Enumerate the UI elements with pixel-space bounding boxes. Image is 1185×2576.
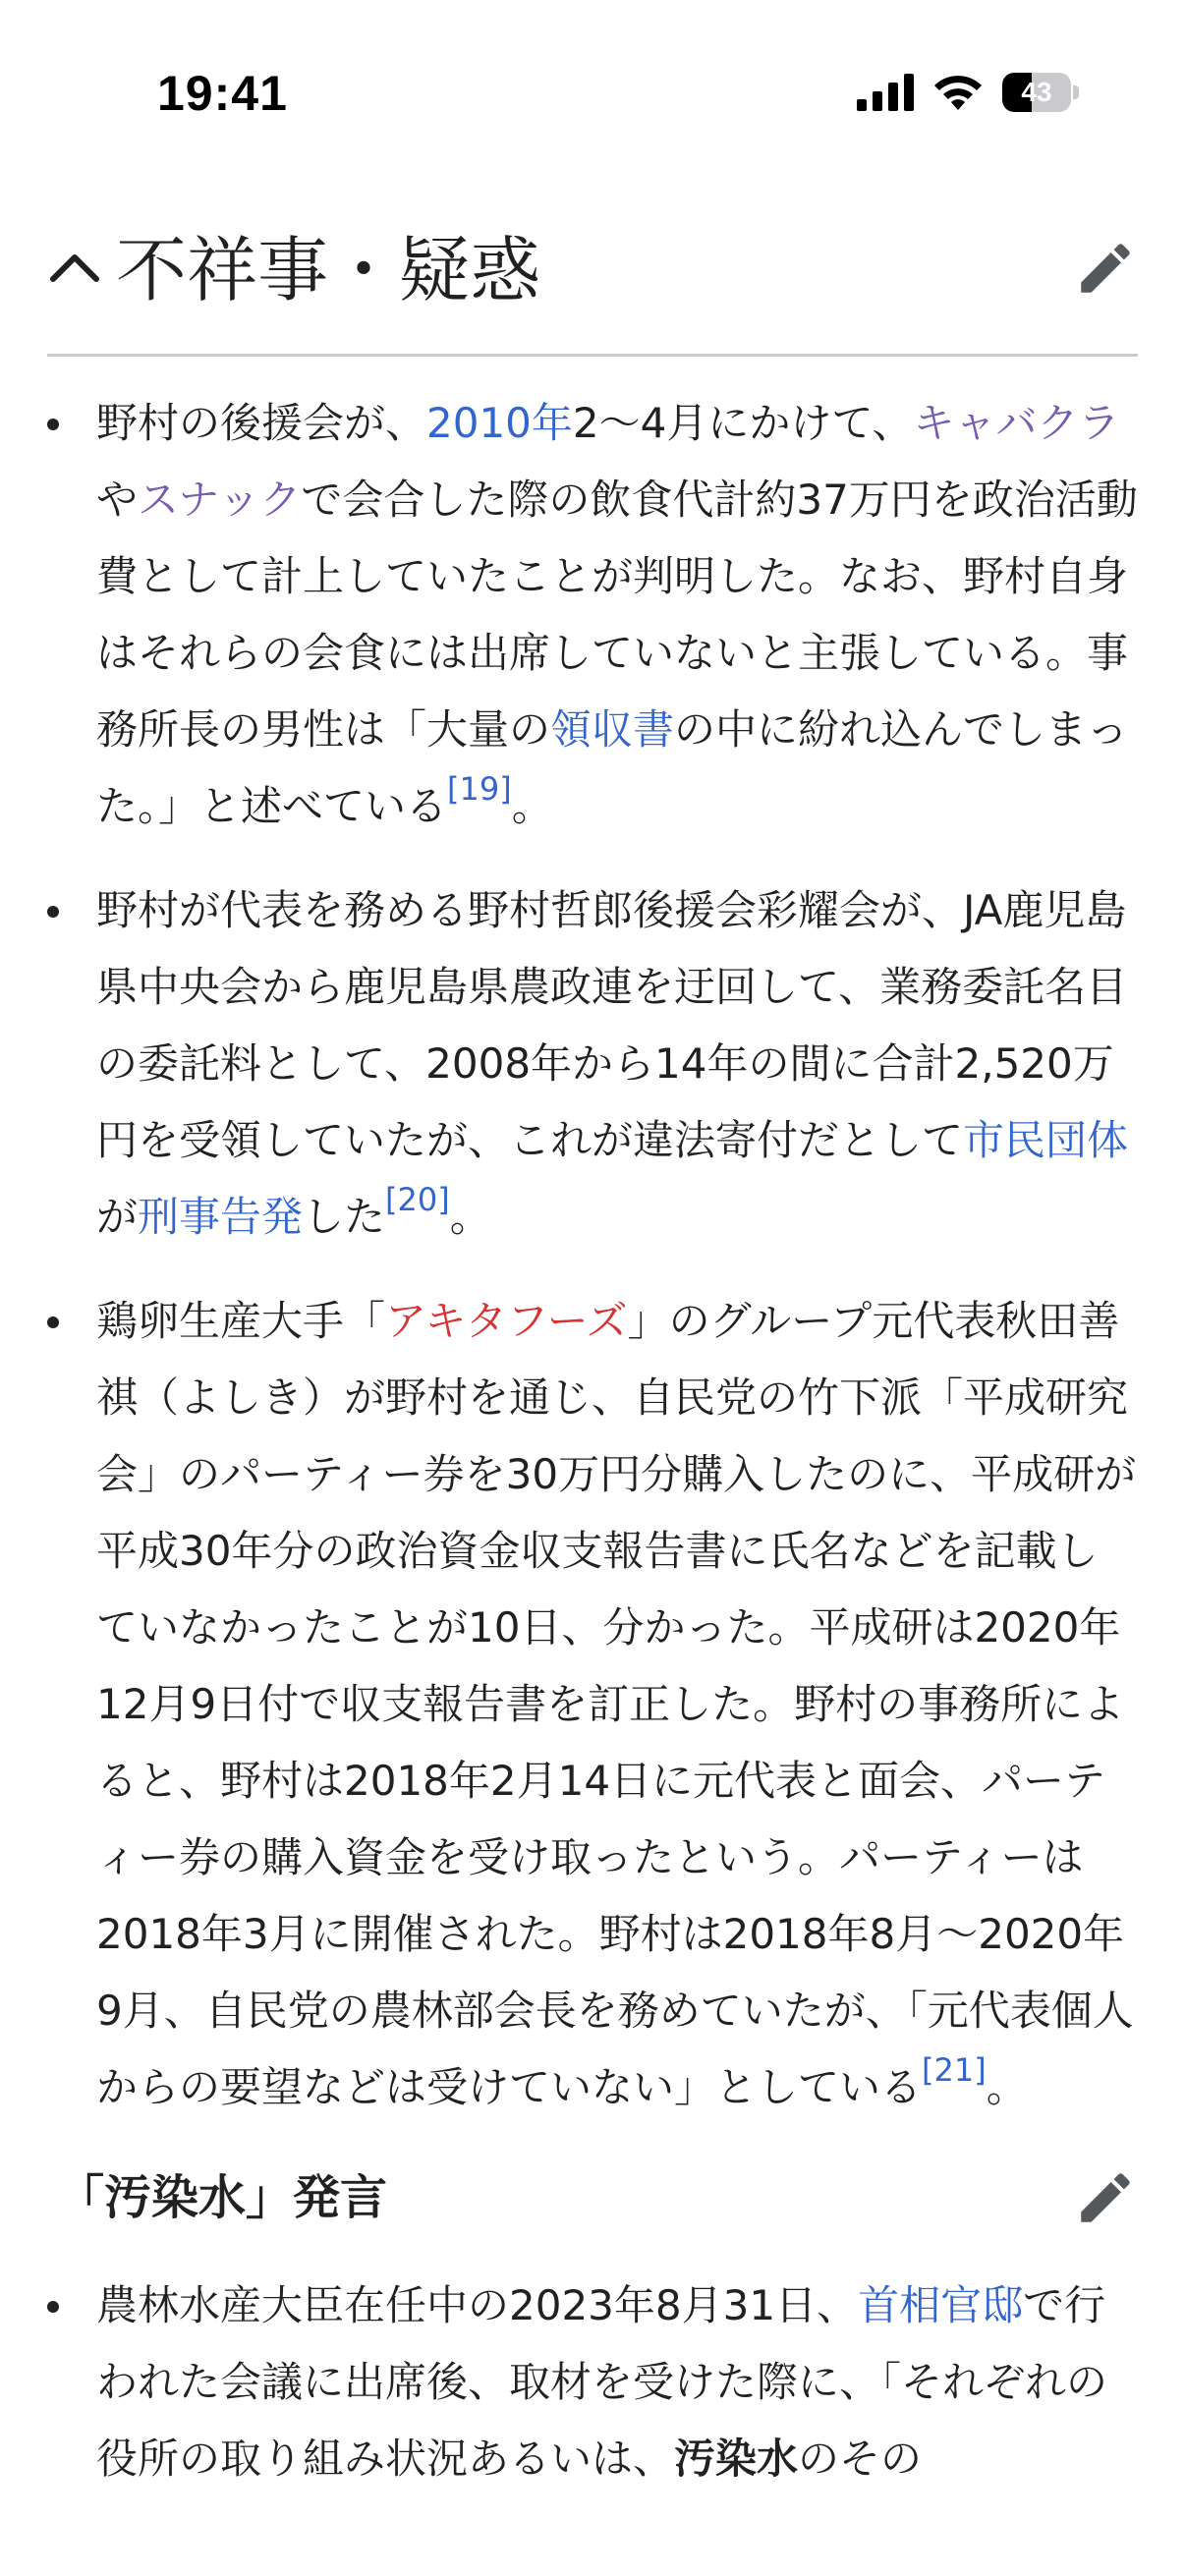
link-2010[interactable]: 2010年 [426, 399, 573, 447]
list-item: 野村の後援会が、2010年2〜4月にかけて、キャバクラやスナックで会合した際の飲食代計約37万円を政治活動費として計上していたことが判明した。なお、野村自身はそれらの会食には出席していないと主張している。事務所長の男性は「大量の領収書の中に紛れ込んでしまった。」と述べている[19]。 [47, 385, 1138, 845]
reference-link[interactable]: [20] [385, 1181, 450, 1219]
link-snack-bar[interactable]: スナック [138, 476, 302, 524]
list-item: 農林水産大臣在任中の2023年8月31日、首相官邸で行われた会議に出席後、取材を受けた際に、「それぞれの役所の取り組み状況あるいは、汚染水のその [47, 2268, 1138, 2497]
section-header[interactable] [47, 206, 1138, 357]
status-time: 19:41 [157, 66, 288, 121]
subsection-header [47, 2146, 1138, 2248]
cellular-signal-icon [857, 74, 914, 111]
list-item: 野村が代表を務める野村哲郎後援会彩耀会が、JA鹿児島県中央会から鹿児島県農政連を迂回して、業務委託名目の委託料として、2008年から14年の間に合計2,520万円を受領していたが、これが違法寄付だとして市民団体が刑事告発した[20]。 [47, 872, 1138, 1256]
bullet-list [47, 2268, 1138, 2497]
reference-link[interactable]: [21] [922, 2051, 987, 2090]
status-icons [857, 73, 1079, 112]
link-receipt[interactable]: 領収書 [550, 705, 675, 754]
link-criminal-complaint[interactable]: 刑事告発 [138, 1193, 304, 1241]
section-title: 不祥事・疑惑 [116, 229, 541, 311]
link-cabaret-club[interactable]: キャバクラ [913, 399, 1120, 447]
bullet-list [47, 385, 1138, 2126]
list-item: 鶏卵生産大手「アキタフーズ」のグループ元代表秋田善祺（よしき）が野村を通じ、自民党の竹下派「平成研究会」のパーティー券を30万円分購入したのに、平成研が平成30年分の政治資金収支報告書に氏名などを記載していなかったことが10日、分かった。平成研は2020年12月9日付で収支報告書を訂正した。野村の事務所によると、野村は2018年2月14日に元代表と面会、パーティー券の購入資金を受け取ったという。パーティーは2018年3月に開催された。野村は2018年8月〜2020年9月、自民党の農林部会長を務めていたが、「元代表個人からの要望などは受けていない」としている[21]。 [47, 1283, 1138, 2126]
link-prime-minister-office[interactable]: 首相官邸 [858, 2281, 1024, 2329]
battery-indicator [1002, 73, 1079, 112]
status-bar [0, 0, 1185, 187]
article-content [47, 385, 1138, 2497]
battery-level: 43 [1021, 77, 1052, 107]
bold-text: 汚染水 [674, 2435, 799, 2483]
chevron-up-icon[interactable] [47, 240, 102, 295]
link-akita-foods[interactable]: アキタフーズ [385, 1297, 628, 1345]
pencil-icon[interactable] [1073, 236, 1138, 301]
wifi-icon [931, 73, 985, 112]
reference-link[interactable]: [19] [447, 770, 512, 809]
link-civic-group[interactable]: 市民団体 [963, 1116, 1129, 1164]
subsection-title: 「汚染水」発言 [57, 2170, 388, 2225]
pencil-icon[interactable] [1073, 2165, 1138, 2230]
